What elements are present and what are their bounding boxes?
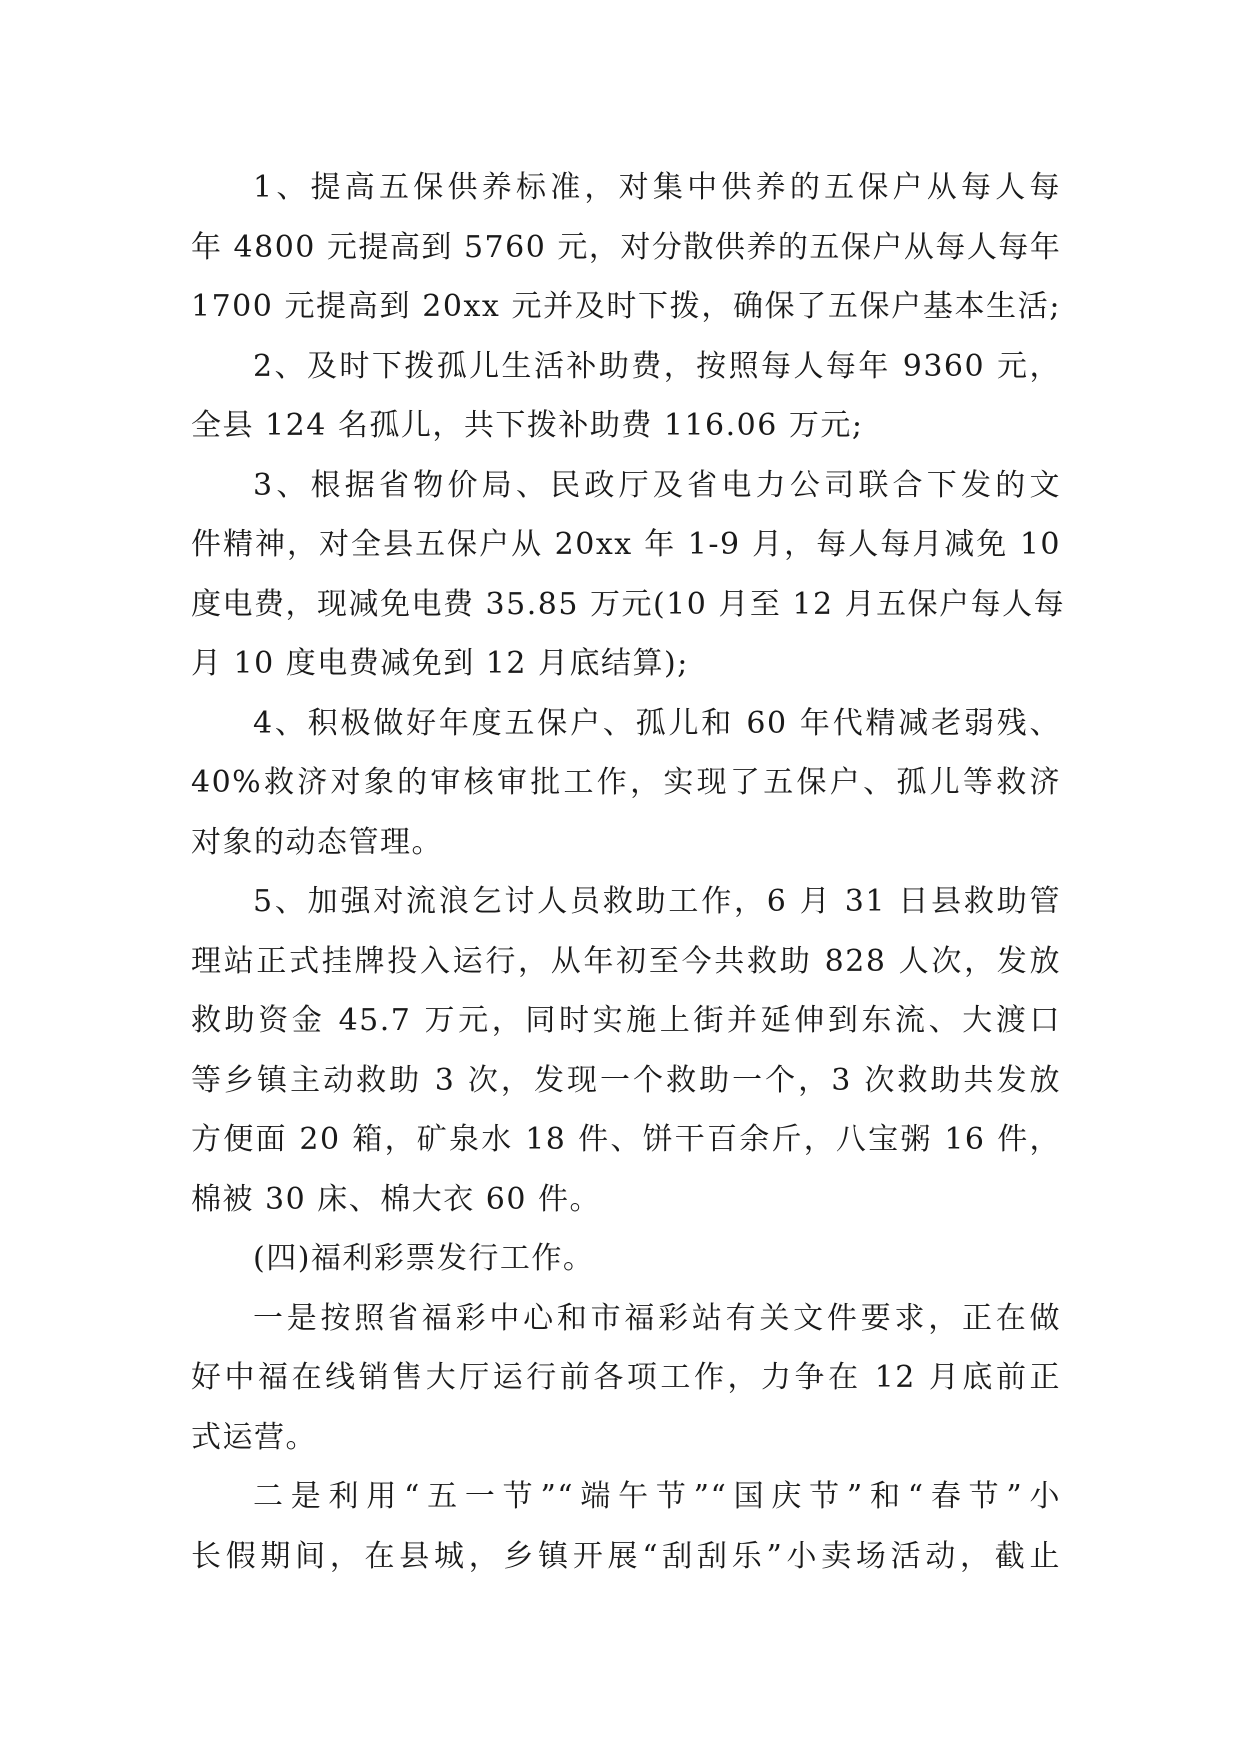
text-line: 棉被 30 床、棉大衣 60 件。 (191, 1181, 601, 1217)
text-line: 长假期间，在县城，乡镇开展“刮刮乐”小卖场活动，截止 (191, 1538, 1061, 1574)
text-line: 对象的动态管理。 (191, 824, 443, 860)
text-line: 一是按照省福彩中心和市福彩站有关文件要求，正在做 (253, 1300, 1061, 1336)
text-line: 方便面 20 箱，矿泉水 18 件、饼干百余斤，八宝粥 16 件， (191, 1122, 1061, 1157)
text-line: 月 10 度电费减免到 12 月底结算); (191, 646, 689, 681)
document-body (191, 158, 1066, 1586)
text-line: 1700 元提高到 20xx 元并及时下拨，确保了五保户基本生活; (191, 289, 1061, 324)
text-line: 2、及时下拨孤儿生活补助费，按照每人每年 9360 元， (253, 348, 1061, 384)
text-line: 5、加强对流浪乞讨人员救助工作，6 月 31 日县救助管 (253, 884, 1061, 919)
text-line: 件精神，对全县五保户从 20xx 年 1-9 月，每人每月减免 10 (191, 527, 1061, 562)
text-line: 年 4800 元提高到 5760 元，对分散供养的五保户从每人每年 (191, 229, 1062, 265)
text-line: 好中福在线销售大厅运行前各项工作，力争在 12 月底前正 (191, 1360, 1061, 1395)
text-line: 3、根据省物价局、民政厅及省电力公司联合下发的文 (253, 467, 1061, 503)
text-line: 救助资金 45.7 万元，同时实施上街并延伸到东流、大渡口 (191, 1003, 1061, 1038)
text-line: 等乡镇主动救助 3 次，发现一个救助一个，3 次救助共发放 (191, 1062, 1061, 1098)
text-line: 1、提高五保供养标准，对集中供养的五保户从每人每 (253, 170, 1061, 205)
text-line: 理站正式挂牌投入运行，从年初至今共救助 828 人次，发放 (191, 943, 1061, 979)
text-line: 全县 124 名孤儿，共下拨补助费 116.06 万元; (191, 408, 864, 443)
text-line: 式运营。 (191, 1419, 317, 1455)
section-heading: (四)福利彩票发行工作。 (253, 1241, 595, 1276)
text-line: 二是利用“五一节”“端午节”“国庆节”和“春节”小 (253, 1479, 1061, 1514)
text-line: 度电费，现减免电费 35.85 万元(10 月至 12 月五保户每人每 (191, 586, 1066, 622)
text-line: 40%救济对象的审核审批工作，实现了五保户、孤儿等救济 (191, 765, 1061, 800)
text-line: 4、积极做好年度五保户、孤儿和 60 年代精减老弱残、 (253, 705, 1061, 741)
